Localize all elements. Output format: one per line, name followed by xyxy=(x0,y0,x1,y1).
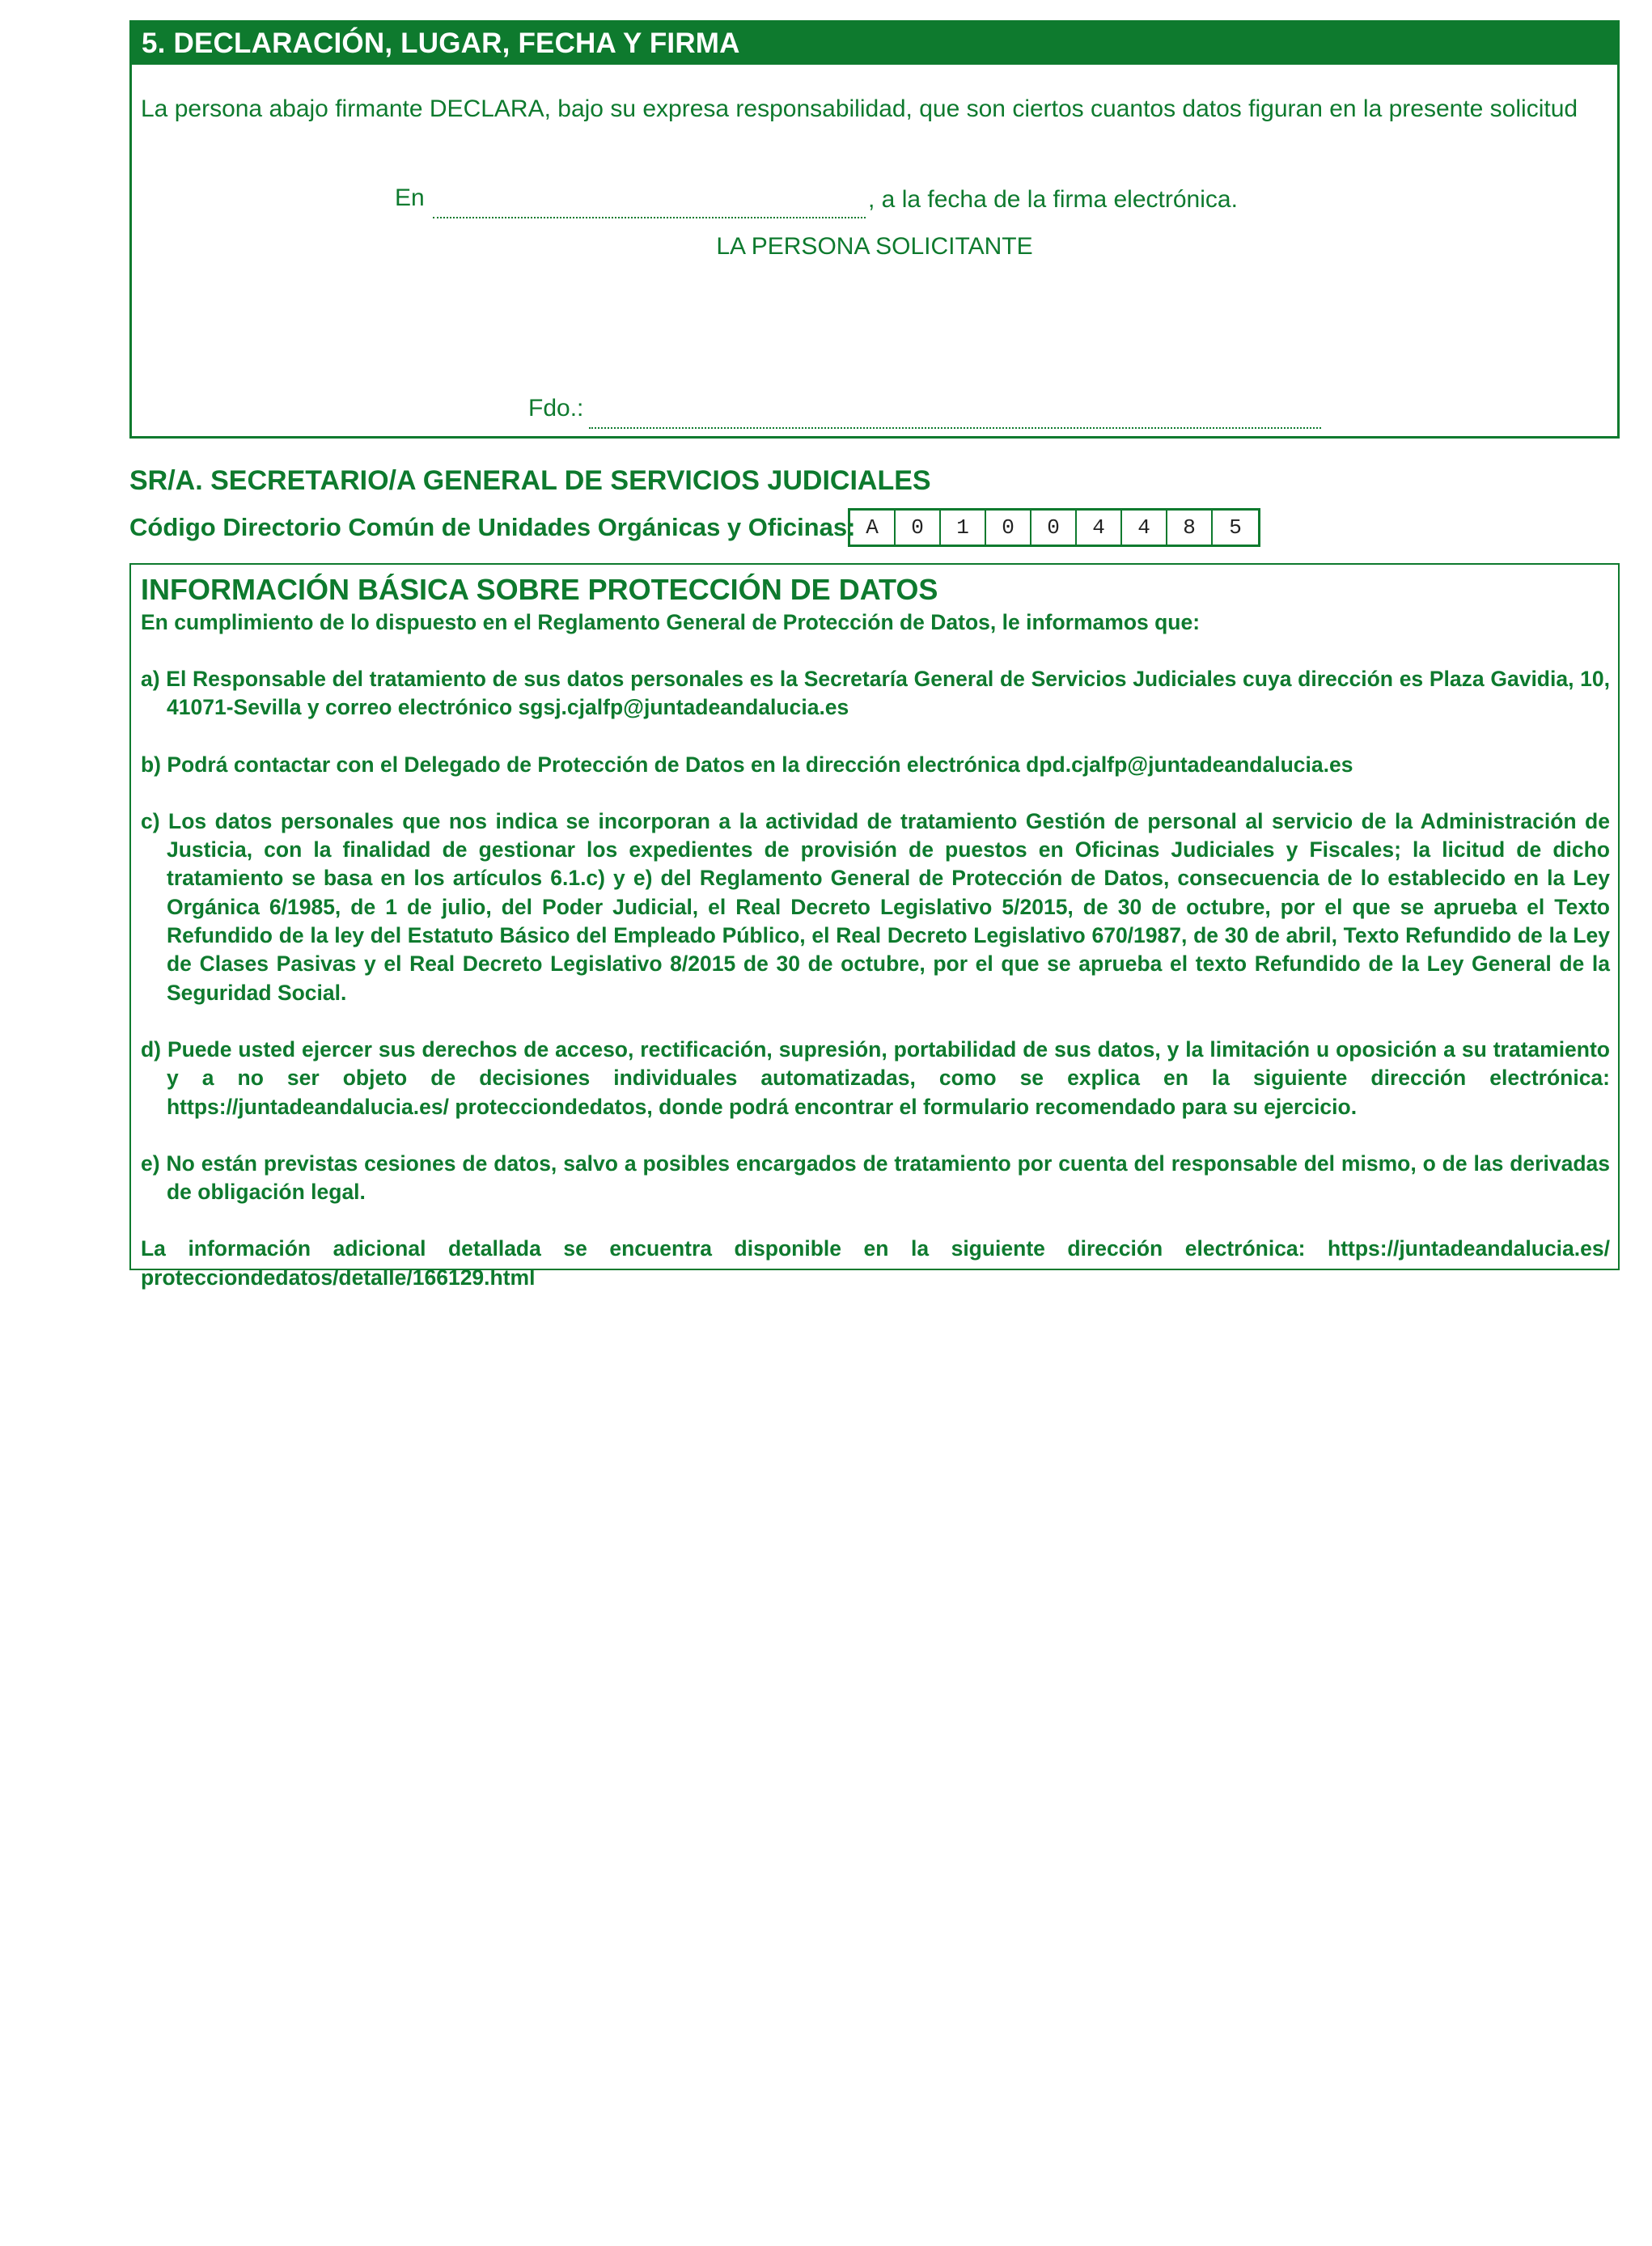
privacy-info-box xyxy=(129,563,1620,1290)
place-field[interactable] xyxy=(433,217,866,218)
code-char: 8 xyxy=(1167,511,1213,545)
code-char: 1 xyxy=(941,511,986,545)
privacy-item: e) No están previstas cesiones de datos, salvo a posibles encargados de tratamiento por cuenta del responsable del mismo, o de las derivadas de obligación legal. xyxy=(141,1151,1610,1205)
declaration-text: La persona abajo firmante DECLARA, bajo su expresa responsabilidad, que son ciertos cuantos datos figuran en la presente solicitud xyxy=(141,95,1578,122)
privacy-item: b) Podrá contactar con el Delegado de Protección de Datos en la dirección electrónica dpd.cjalfp@juntadeandalucia.es xyxy=(141,752,1353,777)
code-char: 0 xyxy=(986,511,1031,545)
signature-label: Fdo.: xyxy=(528,395,584,422)
privacy-intro: En cumplimiento de lo dispuesto en el Reglamento General de Protección de Datos, le informamos que: xyxy=(141,610,1201,634)
privacy-footer: La información adicional detallada se encuentra disponible en la siguiente dirección electrónica: https://juntadeandalucia.es/ protecciondedatos/detalle/166129.html xyxy=(141,1236,1610,1290)
signer-title: LA PERSONA SOLICITANTE xyxy=(716,233,1033,260)
directory-code xyxy=(848,508,1260,547)
signature-field[interactable] xyxy=(589,427,1321,429)
privacy-item: c) Los datos personales que nos indica se incorporan a la actividad de tratamiento Gestión de personal al servicio de la Administración de Justicia, con la finalidad de gestionar los expedientes de provisión de puestos en Oficinas Judiciales y Fiscales; la licitud de dicho tratamiento se basa en los artículos 6.1.c) y e) del Reglamento General de Protección de Datos, consecuencia de lo establecido en la Ley Orgánica 6/1985, de 1 de julio, del Poder Judicial, el Real Decreto Legislativo 5/2015, de 30 de octubre, por el que se aprueba el Texto Refundido de la ley del Estatuto Básico del Empleado Público, el Real Decreto Legislativo 670/1987, de 30 de abril, Texto Refundido de la Ley de Clases Pasivas y el Real Decreto Legislativo 8/2015 de 30 de octubre, por el que se aprueba el texto Refundido de la Ley General de la Seguridad Social. xyxy=(141,808,1610,1005)
code-char: 4 xyxy=(1122,511,1167,545)
place-label: En xyxy=(395,184,425,211)
privacy-item: a) El Responsable del tratamiento de sus datos personales es la Secretaría General de Servicios Judiciales cuya dirección es Plaza Gavidia, 10, 41071-Sevilla y correo electrónico sgsj.cjalfp@juntadeandalucia.es xyxy=(141,667,1610,720)
code-char: A xyxy=(850,511,896,545)
code-label: Código Directorio Común de Unidades Orgánicas y Oficinas: xyxy=(129,513,856,541)
section-header: 5. DECLARACIÓN, LUGAR, FECHA Y FIRMA xyxy=(132,23,1617,65)
recipient-title: SR/A. SECRETARIO/A GENERAL DE SERVICIOS JUDICIALES xyxy=(129,465,931,496)
place-suffix-text: , a la fecha de la firma electrónica. xyxy=(868,186,1238,213)
privacy-item: d) Puede usted ejercer sus derechos de acceso, rectificación, supresión, portabilidad de sus datos, y la limitación u oposición a su tratamiento y a no ser objeto de decisiones individuales automatizadas, como se explica en la siguiente dirección electrónica: https://juntadeandalucia.es/ protecciondedatos, donde podrá encontrar el formulario recomendado para su ejercicio. xyxy=(141,1036,1610,1119)
declaration-section xyxy=(129,20,1620,439)
code-char: 4 xyxy=(1077,511,1122,545)
code-char: 0 xyxy=(896,511,941,545)
privacy-title: INFORMACIÓN BÁSICA SOBRE PROTECCIÓN DE DATOS xyxy=(141,573,938,606)
code-char: 0 xyxy=(1031,511,1077,545)
code-char: 5 xyxy=(1229,515,1242,540)
